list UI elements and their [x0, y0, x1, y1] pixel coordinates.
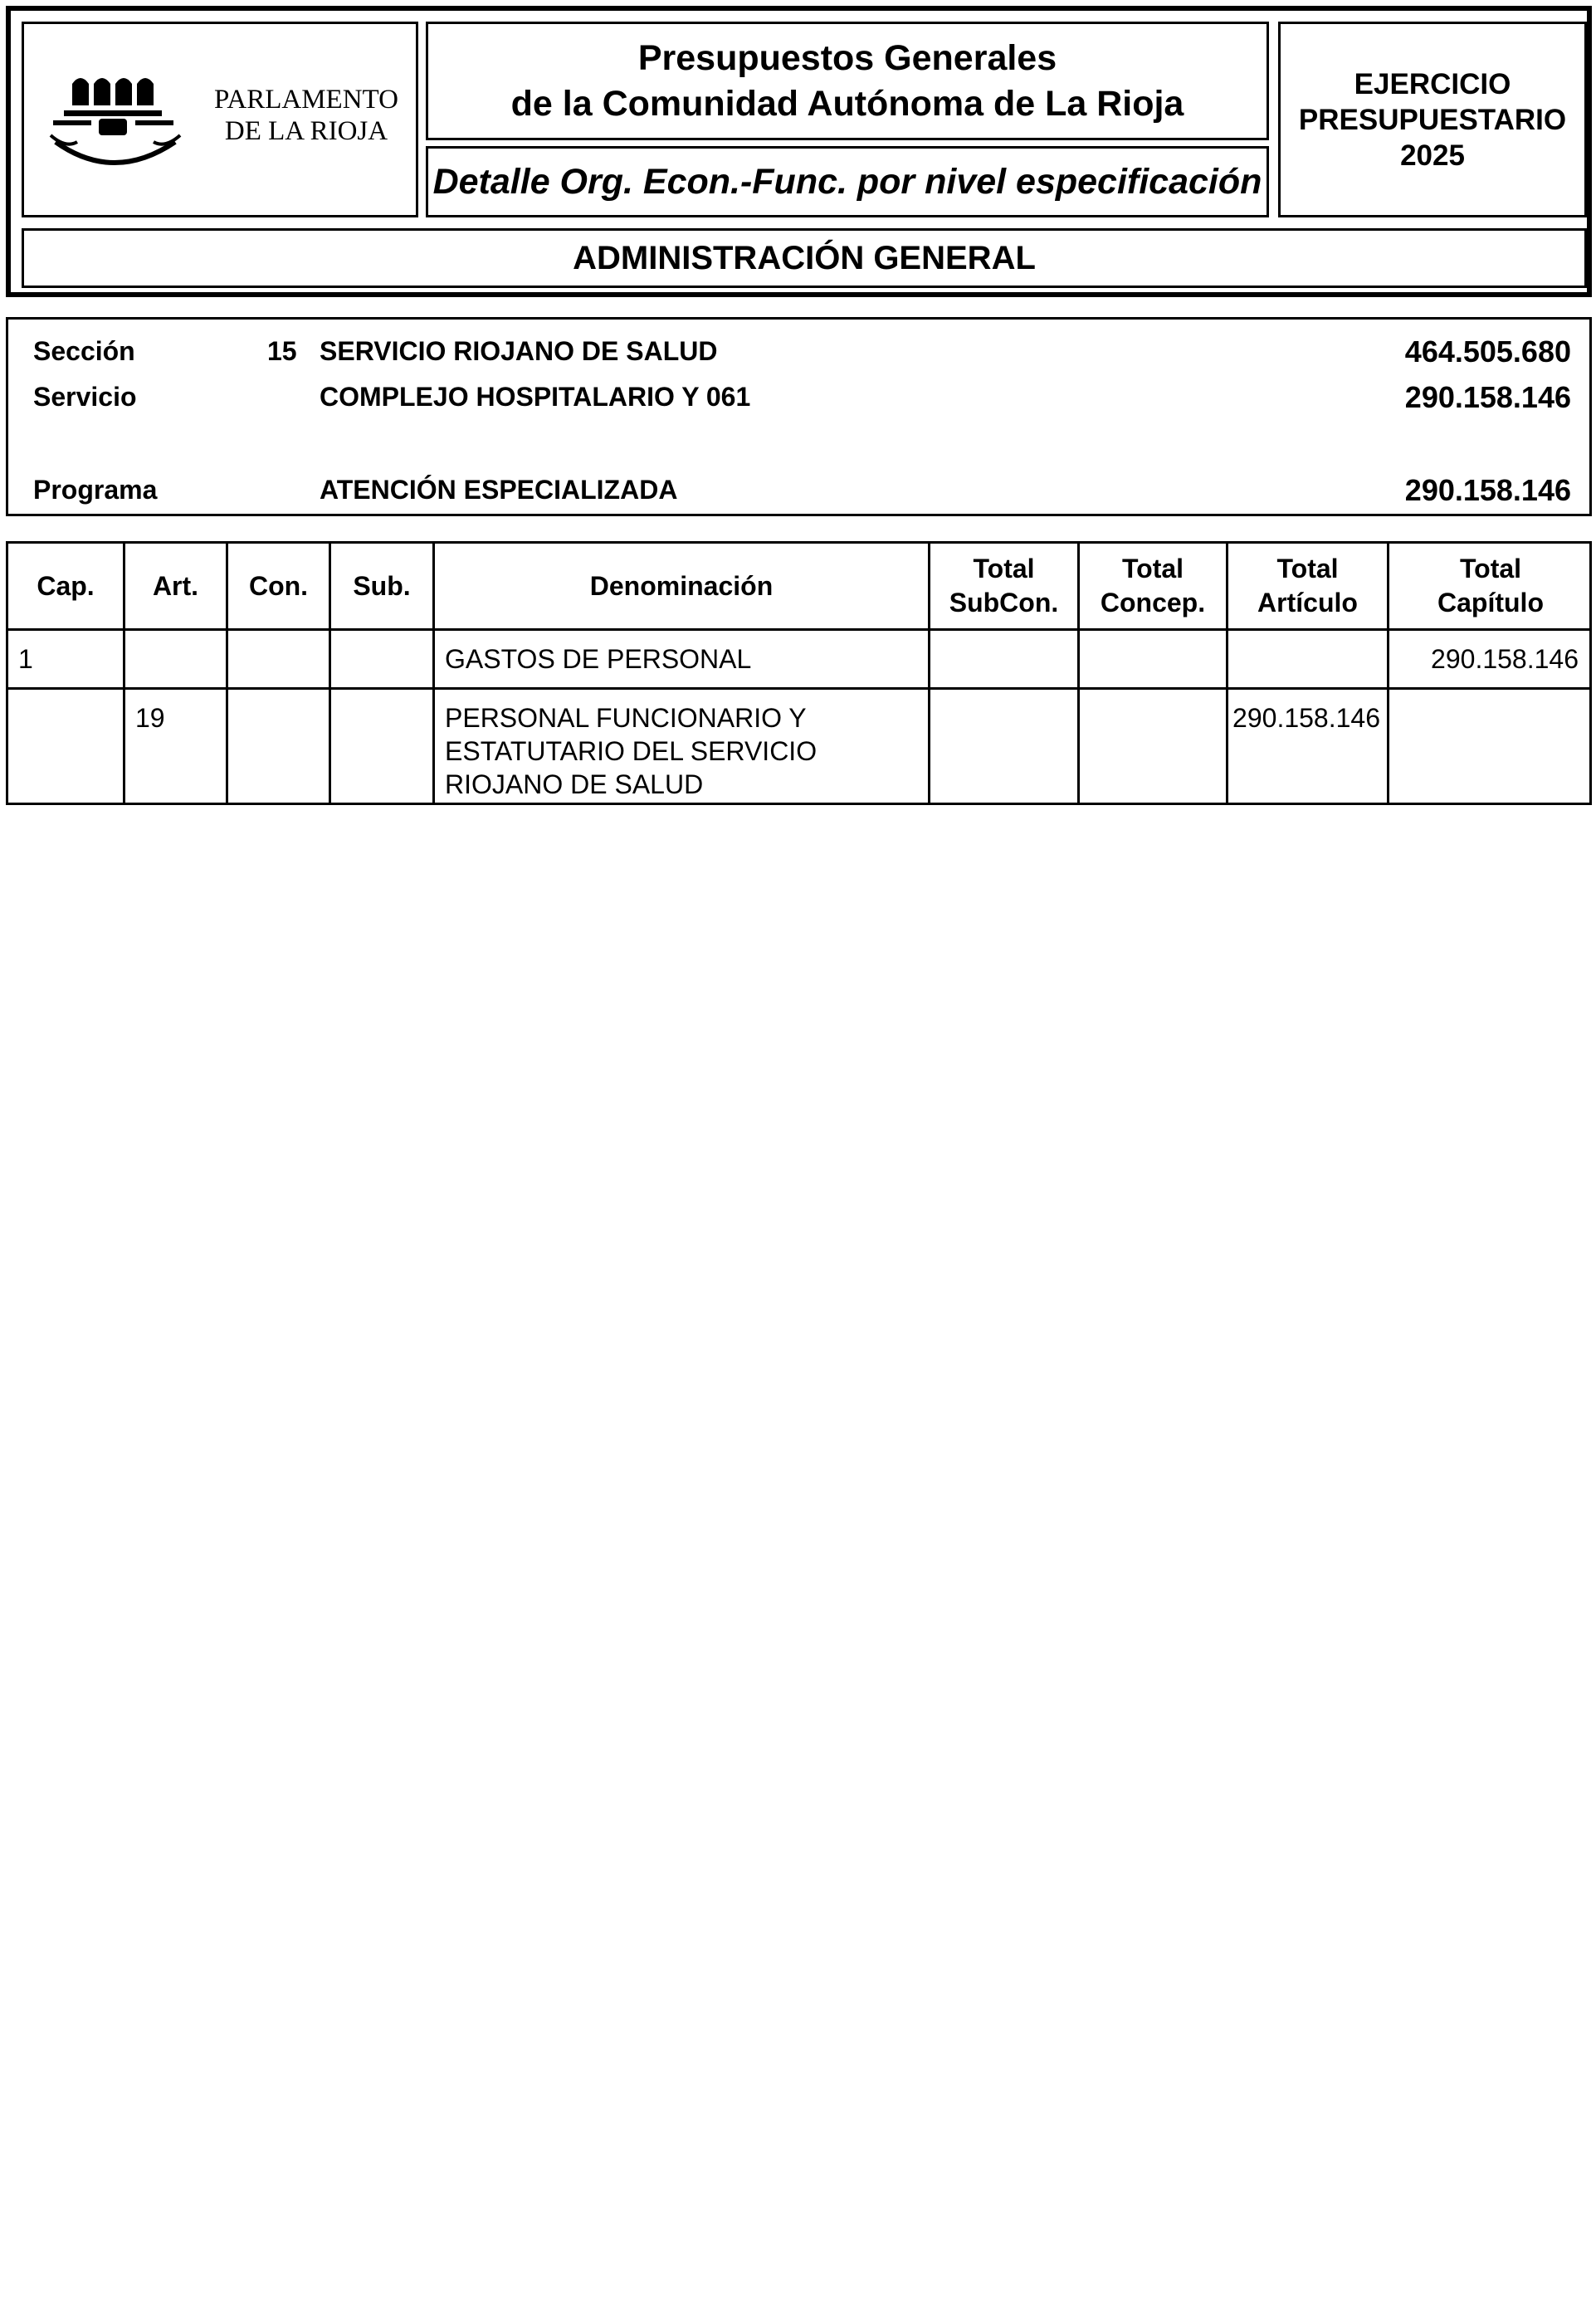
row1-total-capitulo: 290.158.146 — [1431, 644, 1579, 674]
document-title — [426, 22, 1269, 140]
col-header-text: Concep. — [1100, 588, 1206, 617]
row2-denominacion-line1: PERSONAL FUNCIONARIO Y — [445, 703, 807, 733]
fiscal-year-box — [1278, 22, 1587, 217]
col-header-text: Capítulo — [1437, 588, 1544, 617]
col-header-text: Artículo — [1257, 588, 1358, 617]
col-header-text: Total — [1276, 554, 1339, 583]
servicio-name: COMPLEJO HOSPITALARIO Y 061 — [320, 382, 751, 412]
col-header-text: SubCon. — [949, 588, 1059, 617]
col-header-con: Con. — [248, 570, 309, 601]
year-line1: EJERCICIO — [1354, 67, 1511, 100]
seccion-name: SERVICIO RIOJANO DE SALUD — [320, 336, 718, 366]
col-header-total-articulo — [1228, 544, 1387, 628]
col-header-total-capitulo — [1389, 544, 1592, 628]
logo-line1: PARLAMENTO — [214, 85, 398, 115]
row1-denominacion: GASTOS DE PERSONAL — [445, 644, 752, 674]
seccion-amount: 464.505.680 — [1404, 334, 1571, 369]
col-header-total-subcon — [930, 544, 1077, 628]
row2-denominacion-line2: ESTATUTARIO DEL SERVICIO — [445, 736, 818, 766]
col-header-text: Total — [1459, 554, 1522, 583]
title-line2: de la Comunidad Autónoma de La Rioja — [510, 83, 1184, 124]
row2-denominacion-line3: RIOJANO DE SALUD — [445, 769, 704, 799]
row1-cap: 1 — [18, 644, 33, 674]
col-header-text: Total — [973, 554, 1035, 583]
title-line1: Presupuestos Generales — [637, 37, 1057, 78]
row2-total-articulo: 290.158.146 — [1232, 703, 1380, 733]
servicio-amount: 290.158.146 — [1404, 380, 1571, 414]
year-value: 2025 — [1400, 139, 1465, 172]
col-header-art: Art. — [152, 570, 199, 601]
logo-line2: DE LA RIOJA — [224, 116, 388, 146]
year-line2: PRESUPUESTARIO — [1298, 103, 1567, 136]
col-header-denominacion: Denominación — [589, 570, 774, 601]
servicio-label: Servicio — [33, 382, 137, 412]
seccion-label: Sección — [33, 336, 135, 366]
col-header-total-concep — [1080, 544, 1226, 628]
logo-box — [22, 22, 418, 217]
budget-info — [6, 317, 1592, 516]
document-subtitle: Detalle Org. Econ.-Func. por nivel especificación — [426, 146, 1269, 217]
programa-name: ATENCIÓN ESPECIALIZADA — [320, 475, 678, 505]
programa-amount: 290.158.146 — [1404, 473, 1571, 507]
programa-label: Programa — [33, 475, 158, 505]
seccion-code: 15 — [267, 336, 297, 366]
parlamento-logo-icon — [49, 66, 198, 173]
document-header — [6, 6, 1592, 297]
budget-table — [6, 541, 1592, 805]
row2-art: 19 — [135, 703, 165, 733]
administration-title: ADMINISTRACIÓN GENERAL — [22, 228, 1587, 288]
col-header-cap: Cap. — [37, 570, 95, 601]
logo-text — [198, 84, 414, 147]
col-header-text: Total — [1121, 554, 1184, 583]
col-header-sub: Sub. — [353, 570, 411, 601]
